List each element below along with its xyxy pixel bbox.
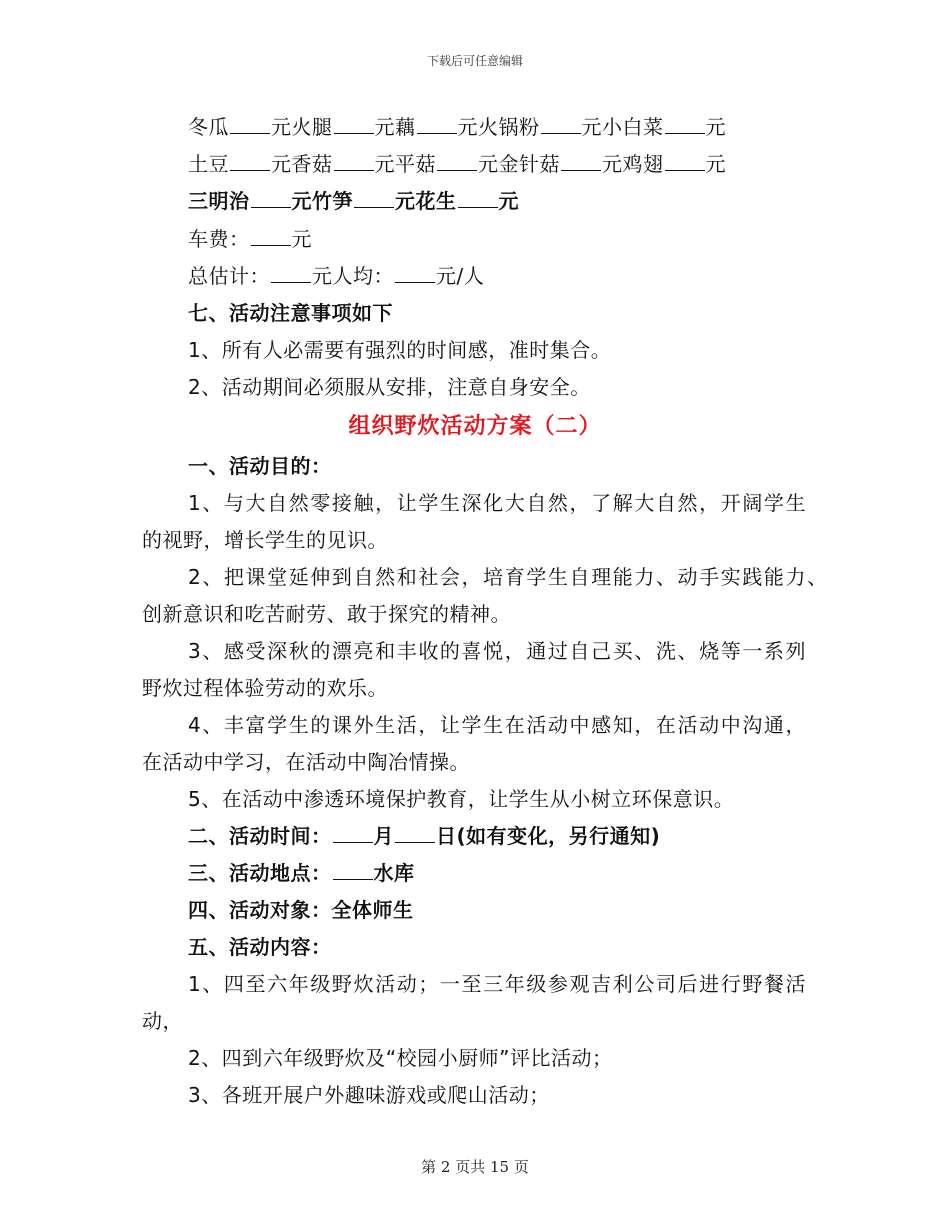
target-line: 四、活动对象：全体师生: [188, 898, 414, 922]
goal-1-line-1: 1、与大自然零接触，让学生深化大自然，了解大自然，开阔学生: [188, 491, 808, 515]
blank-field: [334, 152, 374, 171]
goal-1-line-2: 的视野，增长学生的见识。: [142, 528, 388, 552]
per-person-unit: 元/人: [436, 264, 485, 288]
goal-4-line-1: 4、丰富学生的课外生活，让学生在活动中感知，在活动中沟通，: [188, 713, 808, 737]
price-item: 元: [705, 152, 726, 176]
blank-field: [437, 152, 477, 171]
price-row-3: [188, 188, 519, 214]
price-row-2: [188, 151, 726, 177]
total-line: [188, 263, 484, 289]
page-header: 下载后可任意编辑: [426, 54, 523, 68]
blank-field: [230, 115, 270, 134]
goal-3-line-1: 3、感受深秋的漂亮和丰收的喜悦，通过自己买、洗、烧等一系列: [188, 639, 808, 663]
goal-5-line-1: 5、在活动中渗透环境保护教育，让学生从小树立环保意识。: [188, 787, 735, 811]
place-value: 水库: [373, 861, 415, 885]
goal-2-line-1: 2、把课堂延伸到自然和社会，培育学生自理能力、动手实践能力、: [188, 565, 829, 589]
page-footer: 第 2 页共 15 页: [421, 1158, 529, 1176]
blank-field: [395, 824, 435, 843]
place-label: 三、活动地点：: [188, 861, 332, 885]
blank-field: [271, 264, 311, 283]
date-note: 日(如有变化，另行通知): [436, 824, 661, 848]
price-row-1: [188, 114, 726, 140]
time-label: 二、活动时间：: [188, 824, 332, 848]
fare-label: 车费：: [188, 227, 250, 251]
price-item: 元: [498, 189, 519, 213]
content-3: 3、各班开展户外趣味游戏或爬山活动；: [188, 1083, 550, 1107]
price-item: 三明治: [188, 189, 250, 213]
blank-field: [561, 152, 601, 171]
section-7-item: 1、所有人必需要有强烈的时间感，准时集合。: [188, 338, 612, 362]
per-person-label: 元人均：: [312, 264, 394, 288]
blank-field: [417, 115, 457, 134]
total-label: 总估计：: [188, 264, 270, 288]
blank-field: [334, 115, 374, 134]
blank-field: [458, 189, 498, 208]
blank-field: [251, 227, 291, 246]
price-item: 元金针菇: [478, 152, 560, 176]
blank-field: [333, 861, 373, 880]
content-1-line-1: 1、四至六年级野炊活动；一至三年级参观吉利公司后进行野餐活: [188, 972, 808, 996]
price-item: 元小白菜: [581, 115, 664, 139]
section-7-item: 2、活动期间必须服从安排，注意自身安全。: [188, 375, 591, 399]
price-item: 元藕: [374, 115, 416, 139]
blank-field: [665, 115, 705, 134]
content-2: 2、四到六年级野炊及“校园小厨师”评比活动；: [188, 1046, 613, 1070]
goal-3-line-2: 野炊过程体验劳动的欢乐。: [142, 676, 388, 700]
price-item: 元竹笋: [291, 189, 353, 213]
goal-4-line-2: 在活动中学习，在活动中陶冶情操。: [142, 750, 470, 774]
price-item: 元鸡翅: [602, 152, 664, 176]
blank-field: [230, 152, 270, 171]
blank-field: [251, 189, 291, 208]
place-line: [188, 860, 415, 886]
blank-field: [541, 115, 581, 134]
section-7-heading: 七、活动注意事项如下: [188, 301, 393, 325]
time-line: [188, 823, 660, 849]
fare-line: [188, 226, 312, 252]
price-item: 元: [705, 115, 726, 139]
price-item: 土豆: [188, 152, 229, 176]
price-item: 元平菇: [374, 152, 436, 176]
price-item: 元花生: [395, 189, 457, 213]
goal-2-line-2: 创新意识和吃苦耐劳、敢于探究的精神。: [142, 602, 511, 626]
content-1-line-2: 动，: [142, 1009, 183, 1033]
price-item: 冬瓜: [188, 115, 229, 139]
blank-field: [354, 189, 394, 208]
price-item: 元香菇: [271, 152, 333, 176]
month-label: 月: [373, 824, 394, 848]
section-5-heading: 五、活动内容：: [188, 935, 332, 959]
price-item: 元火腿: [271, 115, 333, 139]
price-item: 元火锅粉: [457, 115, 540, 139]
fare-unit: 元: [291, 227, 312, 251]
blank-field: [665, 152, 705, 171]
blank-field: [333, 824, 373, 843]
blank-field: [395, 264, 435, 283]
plan-title: 组织野炊活动方案（二）: [348, 414, 602, 439]
section-1-heading: 一、活动目的：: [188, 454, 332, 478]
